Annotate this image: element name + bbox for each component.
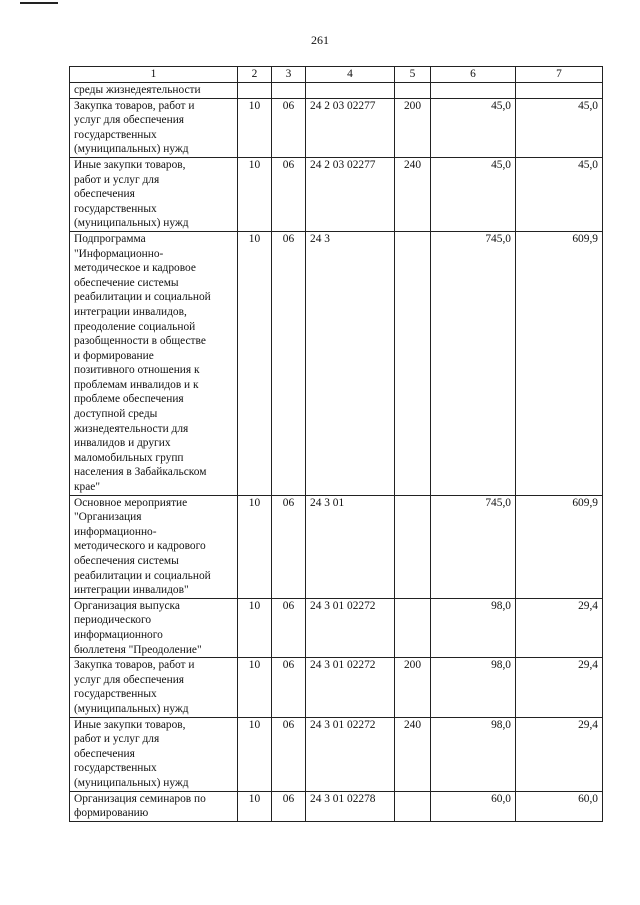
row-amount-2: 609,9 — [516, 231, 603, 495]
row-expense-type — [395, 495, 431, 598]
col-header-7: 7 — [516, 67, 603, 83]
row-amount-1 — [431, 83, 516, 99]
row-section: 10 — [238, 717, 272, 791]
row-section — [238, 83, 272, 99]
col-header-5: 5 — [395, 67, 431, 83]
row-name: Иные закупки товаров, работ и услуг для обеспечения государственных (муниципальных) нужд — [70, 717, 238, 791]
header-row — [70, 67, 603, 83]
row-name: Закупка товаров, работ и услуг для обеспечения государственных (муниципальных) нужд — [70, 658, 238, 717]
row-expense-type: 200 — [395, 98, 431, 157]
table-row — [70, 231, 603, 495]
row-expense-type — [395, 598, 431, 657]
table-row — [70, 495, 603, 598]
row-target-code: 24 2 03 02277 — [306, 157, 395, 231]
row-name: Закупка товаров, работ и услуг для обеспечения государственных (муниципальных) нужд — [70, 98, 238, 157]
row-name: Организация выпуска периодического информационного бюллетеня "Преодоление" — [70, 598, 238, 657]
row-subsection: 06 — [272, 495, 306, 598]
row-amount-2: 45,0 — [516, 157, 603, 231]
table-row — [70, 98, 603, 157]
table-row — [70, 658, 603, 717]
row-subsection: 06 — [272, 157, 306, 231]
row-amount-1: 98,0 — [431, 598, 516, 657]
row-section: 10 — [238, 791, 272, 821]
row-target-code: 24 3 01 — [306, 495, 395, 598]
col-header-2: 2 — [238, 67, 272, 83]
table-row — [70, 157, 603, 231]
row-amount-1: 745,0 — [431, 231, 516, 495]
col-header-6: 6 — [431, 67, 516, 83]
row-subsection — [272, 83, 306, 99]
row-expense-type — [395, 791, 431, 821]
row-subsection: 06 — [272, 658, 306, 717]
page-number: 261 — [311, 33, 329, 47]
row-name: Иные закупки товаров, работ и услуг для обеспечения государственных (муниципальных) нужд — [70, 157, 238, 231]
row-subsection: 06 — [272, 717, 306, 791]
row-amount-2: 29,4 — [516, 717, 603, 791]
row-name: среды жизнедеятельности — [70, 83, 238, 99]
row-target-code: 24 3 01 02272 — [306, 598, 395, 657]
row-expense-type — [395, 231, 431, 495]
row-amount-2 — [516, 83, 603, 99]
row-amount-1: 745,0 — [431, 495, 516, 598]
table-row — [70, 83, 603, 99]
row-expense-type: 240 — [395, 717, 431, 791]
row-target-code — [306, 83, 395, 99]
row-section: 10 — [238, 98, 272, 157]
row-amount-1: 98,0 — [431, 717, 516, 791]
col-header-1: 1 — [70, 67, 238, 83]
row-subsection: 06 — [272, 598, 306, 657]
row-section: 10 — [238, 495, 272, 598]
row-expense-type: 200 — [395, 658, 431, 717]
row-name: Подпрограмма "Информационно- методическое и кадровое обеспечение системы реабилитации и социальной интеграции инвалидов, преодоление социальной разобщенности в обществе и формирование позитивного отношения к проблемам инвалидов и к проблеме обеспечения доступной среды жизнедеятельности для инвалидов и других маломобильных групп населения в Забайкальском крае" — [70, 231, 238, 495]
row-target-code: 24 2 03 02277 — [306, 98, 395, 157]
row-section: 10 — [238, 658, 272, 717]
row-subsection: 06 — [272, 231, 306, 495]
row-name: Организация семинаров по формированию — [70, 791, 238, 821]
row-target-code: 24 3 — [306, 231, 395, 495]
table-row — [70, 791, 603, 821]
col-header-4: 4 — [306, 67, 395, 83]
row-section: 10 — [238, 231, 272, 495]
row-target-code: 24 3 01 02272 — [306, 717, 395, 791]
table-row — [70, 598, 603, 657]
row-amount-2: 609,9 — [516, 495, 603, 598]
row-amount-1: 98,0 — [431, 658, 516, 717]
row-amount-2: 29,4 — [516, 658, 603, 717]
row-amount-2: 60,0 — [516, 791, 603, 821]
row-subsection: 06 — [272, 98, 306, 157]
row-amount-2: 45,0 — [516, 98, 603, 157]
row-target-code: 24 3 01 02272 — [306, 658, 395, 717]
row-amount-1: 45,0 — [431, 98, 516, 157]
row-section: 10 — [238, 598, 272, 657]
row-amount-1: 60,0 — [431, 791, 516, 821]
row-expense-type — [395, 83, 431, 99]
table-row — [70, 717, 603, 791]
top-rule — [20, 2, 58, 4]
row-amount-2: 29,4 — [516, 598, 603, 657]
row-section: 10 — [238, 157, 272, 231]
row-expense-type: 240 — [395, 157, 431, 231]
budget-table — [69, 66, 603, 822]
col-header-3: 3 — [272, 67, 306, 83]
row-target-code: 24 3 01 02278 — [306, 791, 395, 821]
row-amount-1: 45,0 — [431, 157, 516, 231]
row-subsection: 06 — [272, 791, 306, 821]
row-name: Основное мероприятие "Организация информационно- методического и кадрового обеспечения системы реабилитации и социальной интеграции инвалидов" — [70, 495, 238, 598]
